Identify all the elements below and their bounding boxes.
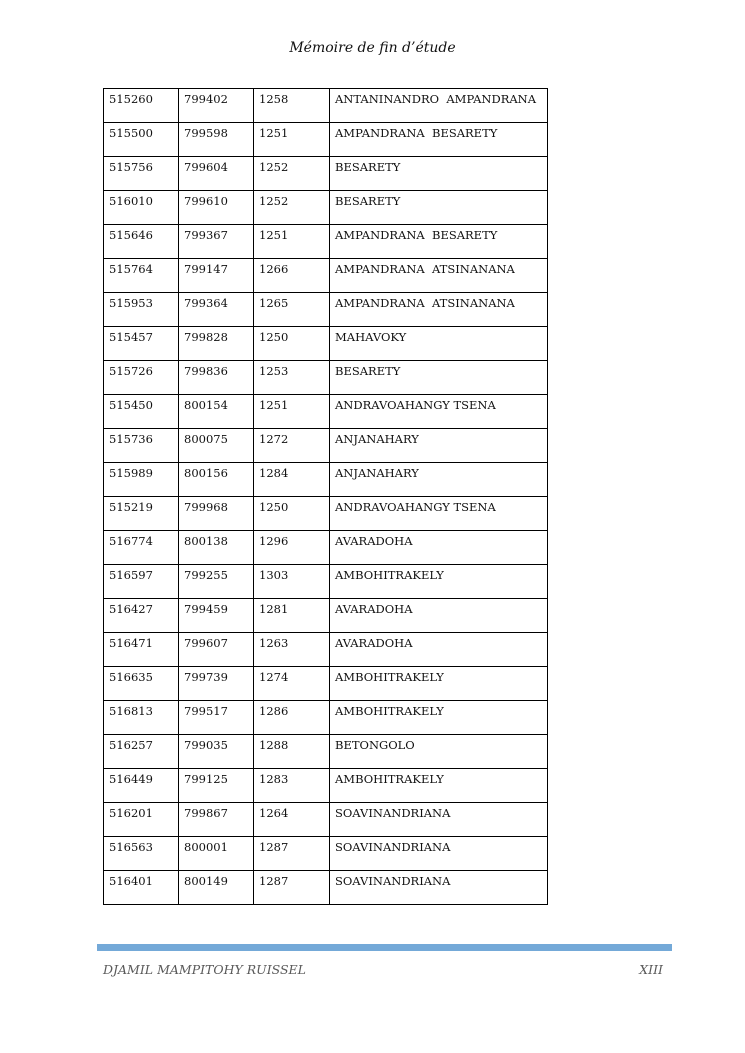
table-cell: 515736 (104, 429, 179, 463)
table-row (104, 395, 548, 429)
table-cell: 516563 (104, 837, 179, 871)
table-cell: 515457 (104, 327, 179, 361)
table-cell: 799364 (179, 293, 254, 327)
table-cell: 800149 (179, 871, 254, 905)
table-row (104, 191, 548, 225)
table-cell: ANJANAHARY (330, 429, 548, 463)
table-cell: 1296 (254, 531, 330, 565)
table-cell: 515989 (104, 463, 179, 497)
table-row (104, 89, 548, 123)
table-cell: 1287 (254, 837, 330, 871)
table-cell: 800154 (179, 395, 254, 429)
table-cell: 1251 (254, 395, 330, 429)
table-cell: 1252 (254, 191, 330, 225)
table-cell: 799517 (179, 701, 254, 735)
table-cell: 1272 (254, 429, 330, 463)
table-row (104, 769, 548, 803)
footer-bar (97, 944, 672, 951)
table-cell: 799147 (179, 259, 254, 293)
table-row (104, 259, 548, 293)
table-cell: AVARADOHA (330, 633, 548, 667)
table-cell: 515260 (104, 89, 179, 123)
table-cell: 516010 (104, 191, 179, 225)
table-cell: 515450 (104, 395, 179, 429)
table-cell: 799610 (179, 191, 254, 225)
table-cell: 516774 (104, 531, 179, 565)
table-cell: 515756 (104, 157, 179, 191)
table-cell: 516401 (104, 871, 179, 905)
table-row (104, 837, 548, 871)
table-row (104, 701, 548, 735)
table-cell: 799607 (179, 633, 254, 667)
coordinates-table (103, 88, 548, 905)
table-cell: 516257 (104, 735, 179, 769)
table-cell: 1250 (254, 327, 330, 361)
page-footer (103, 962, 663, 977)
table-cell: 799125 (179, 769, 254, 803)
table-cell: AMBOHITRAKELY (330, 769, 548, 803)
table-cell: SOAVINANDRIANA (330, 871, 548, 905)
table-row (104, 123, 548, 157)
table-row (104, 157, 548, 191)
table-cell: 516449 (104, 769, 179, 803)
table-row (104, 293, 548, 327)
table-cell: 1283 (254, 769, 330, 803)
table-cell: 799828 (179, 327, 254, 361)
table-row (104, 803, 548, 837)
table-cell: AMPANDRANA BESARETY (330, 225, 548, 259)
table-cell: 1263 (254, 633, 330, 667)
table-row (104, 225, 548, 259)
table-cell: 1288 (254, 735, 330, 769)
table-row (104, 361, 548, 395)
table-cell: 799867 (179, 803, 254, 837)
table-cell: BESARETY (330, 157, 548, 191)
table-row (104, 327, 548, 361)
table-cell: 1252 (254, 157, 330, 191)
table-cell: ANDRAVOAHANGY TSENA (330, 395, 548, 429)
table-cell: 1284 (254, 463, 330, 497)
table-cell: AMBOHITRAKELY (330, 565, 548, 599)
table-cell: 799402 (179, 89, 254, 123)
table-cell: 515764 (104, 259, 179, 293)
table-cell: 800156 (179, 463, 254, 497)
table-cell: 516813 (104, 701, 179, 735)
table-cell: AMPANDRANA ATSINANANA (330, 259, 548, 293)
table-cell: 800075 (179, 429, 254, 463)
table-row (104, 531, 548, 565)
table-cell: 1251 (254, 225, 330, 259)
table-cell: AMBOHITRAKELY (330, 701, 548, 735)
table-cell: BESARETY (330, 191, 548, 225)
table-cell: 1281 (254, 599, 330, 633)
coordinates-table-body (104, 89, 548, 905)
table-row (104, 565, 548, 599)
table-cell: 799035 (179, 735, 254, 769)
table-cell: 799367 (179, 225, 254, 259)
table-cell: 799604 (179, 157, 254, 191)
table-cell: 1258 (254, 89, 330, 123)
table-cell: 515500 (104, 123, 179, 157)
table-cell: 1265 (254, 293, 330, 327)
table-cell: 799598 (179, 123, 254, 157)
footer-page-number: XIII (639, 962, 663, 977)
table-cell: 800001 (179, 837, 254, 871)
table-cell: ANJANAHARY (330, 463, 548, 497)
table-cell: AVARADOHA (330, 531, 548, 565)
footer-author: DJAMIL MAMPITOHY RUISSEL (103, 962, 306, 977)
table-cell: AMBOHITRAKELY (330, 667, 548, 701)
table-cell: 799459 (179, 599, 254, 633)
table-cell: 800138 (179, 531, 254, 565)
table-cell: 516597 (104, 565, 179, 599)
table-row (104, 463, 548, 497)
table-row (104, 735, 548, 769)
table-row (104, 633, 548, 667)
table-cell: AMPANDRANA ATSINANANA (330, 293, 548, 327)
table-cell: SOAVINANDRIANA (330, 803, 548, 837)
table-cell: 1250 (254, 497, 330, 531)
table-cell: AMPANDRANA BESARETY (330, 123, 548, 157)
table-cell: 516201 (104, 803, 179, 837)
table-cell: 799255 (179, 565, 254, 599)
table-row (104, 429, 548, 463)
table-row (104, 497, 548, 531)
table-row (104, 667, 548, 701)
table-cell: 1253 (254, 361, 330, 395)
table-cell: 516471 (104, 633, 179, 667)
table-cell: 799739 (179, 667, 254, 701)
table-cell: 1266 (254, 259, 330, 293)
table-cell: 799968 (179, 497, 254, 531)
table-cell: 515646 (104, 225, 179, 259)
table-cell: ANDRAVOAHANGY TSENA (330, 497, 548, 531)
table-cell: 1251 (254, 123, 330, 157)
table-cell: 516427 (104, 599, 179, 633)
table-cell: 1274 (254, 667, 330, 701)
table-cell: 1286 (254, 701, 330, 735)
table-cell: 515726 (104, 361, 179, 395)
table-cell: BESARETY (330, 361, 548, 395)
table-row (104, 599, 548, 633)
table-cell: 515953 (104, 293, 179, 327)
table-cell: 1264 (254, 803, 330, 837)
table-cell: 1287 (254, 871, 330, 905)
table-cell: SOAVINANDRIANA (330, 837, 548, 871)
table-cell: 516635 (104, 667, 179, 701)
table-cell: ANTANINANDRO AMPANDRANA (330, 89, 548, 123)
table-cell: 515219 (104, 497, 179, 531)
page-title: Mémoire de fin d’étude (289, 40, 456, 56)
table-cell: 799836 (179, 361, 254, 395)
table-cell: BETONGOLO (330, 735, 548, 769)
table-cell: MAHAVOKY (330, 327, 548, 361)
table-row (104, 871, 548, 905)
table-cell: AVARADOHA (330, 599, 548, 633)
table-cell: 1303 (254, 565, 330, 599)
